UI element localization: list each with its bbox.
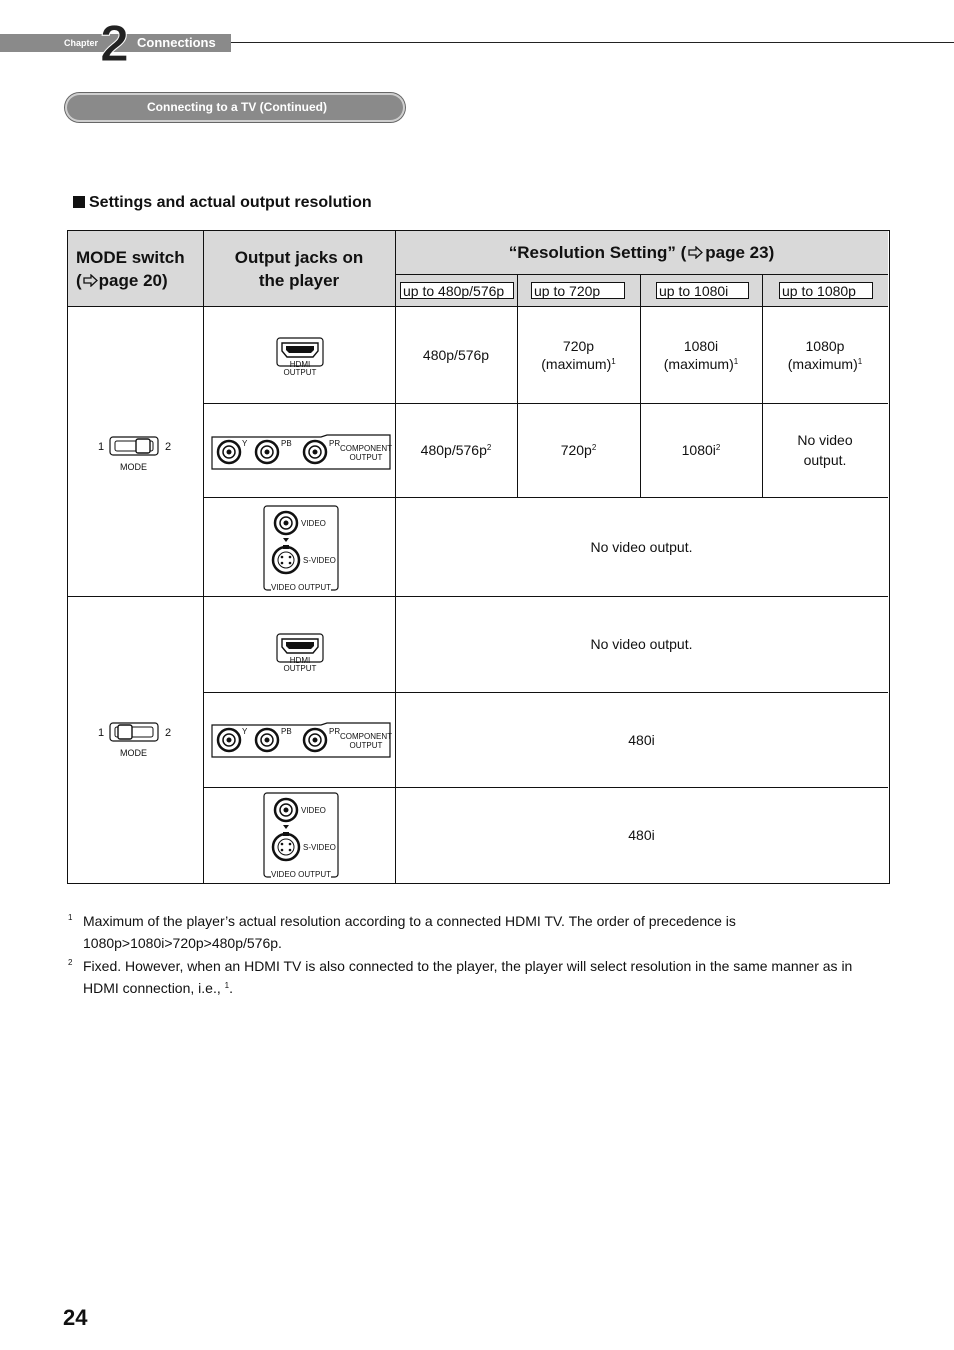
res-option-1080p: up to 1080p — [779, 282, 873, 299]
res-option-1080i: up to 1080i — [656, 282, 749, 299]
header-res-prefix: “Resolution Setting” ( — [508, 243, 687, 262]
resolution-table — [67, 230, 890, 884]
slide-switch-icon — [109, 720, 159, 744]
cell-component-mode2: 480i — [628, 731, 655, 748]
cell-hdmi-720p: 720p (maximum)$^1$ — [541, 337, 616, 372]
mode-right-label: 2 — [165, 727, 172, 739]
section-pill — [65, 93, 405, 122]
header-jacks-line2: the player — [258, 270, 340, 290]
chapter-title: Connections — [137, 35, 216, 50]
hdmi-output-label: OUTPUT — [283, 368, 317, 377]
cell-video-mode1: No video output. — [590, 538, 693, 555]
chapter-number: 2 — [100, 15, 127, 73]
svideo-label: S-VIDEO — [303, 843, 336, 852]
component-label: COMPONENT — [340, 444, 392, 453]
mode-switch-position-1 — [98, 720, 178, 764]
chapter-label: Chapter — [64, 38, 99, 48]
cell-hdmi-mode2: No video output. — [590, 636, 693, 652]
pb-label: PB — [281, 727, 292, 736]
header-resolution-setting — [395, 231, 888, 274]
video-label: VIDEO — [301, 806, 326, 815]
component-output-jack-icon — [211, 434, 391, 471]
res-option-480p: up to 480p/576p — [400, 282, 514, 299]
hdmi-output-jack-icon — [276, 633, 324, 675]
header-mode-switch — [68, 231, 203, 306]
cell-component-480p: $480p/576p^2$ — [420, 442, 492, 458]
component-label: COMPONENT — [340, 732, 392, 741]
video-output-label: VIDEO OUTPUT — [271, 870, 332, 879]
component-output-jack-icon — [211, 722, 391, 759]
video-output-label: VIDEO OUTPUT — [271, 583, 332, 592]
page-ref-arrow-icon — [83, 274, 98, 287]
header-output-jacks — [203, 231, 395, 306]
svideo-label: S-VIDEO — [303, 556, 336, 565]
mode-label: MODE — [120, 462, 147, 472]
cell-video-mode2: 480i — [628, 827, 655, 843]
pb-label: PB — [281, 439, 292, 448]
cell-component-1080i: $1080i^2$ — [681, 442, 721, 458]
footnote-1: 1 Maximum of the player’s actual resolution according to a connected HDMI TV. The order of precedence is 1080p>1080i>720p>480p/576p. — [68, 913, 736, 951]
section-title — [73, 194, 372, 212]
component-output-label: OUTPUT — [349, 453, 383, 462]
header-mode-line1: MODE switch — [76, 247, 185, 267]
mode-label: MODE — [120, 748, 147, 758]
grid-line — [203, 231, 204, 883]
component-output-label: OUTPUT — [349, 741, 383, 750]
cell-hdmi-1080p: 1080p (maximum)$^1$ — [787, 337, 863, 372]
header-mode-line2: ( page 20) — [76, 270, 168, 290]
y-label: Y — [242, 727, 248, 736]
y-label: Y — [242, 439, 248, 448]
header-jacks-line1: Output jacks on — [234, 247, 364, 267]
mode-right-label: 2 — [165, 441, 172, 453]
cell-component-1080p: No video output. — [797, 432, 853, 468]
hdmi-output-label: OUTPUT — [283, 664, 317, 673]
mode-left-label: 1 — [98, 441, 105, 453]
res-option-720p: up to 720p — [531, 282, 625, 299]
hdmi-label: HDMI — [289, 656, 311, 665]
video-output-jack-icon — [263, 792, 339, 880]
header-res-suffix: page 23) — [705, 243, 775, 262]
bullet-square-icon — [73, 196, 85, 208]
video-label: VIDEO — [301, 519, 326, 528]
hdmi-output-jack-icon — [276, 337, 324, 379]
cell-hdmi-480p: 480p/576p — [422, 346, 490, 363]
section-pill-label: Connecting to a TV (Continued) — [147, 100, 327, 114]
mode-left-label: 1 — [98, 727, 105, 739]
mode-switch-position-2 — [98, 434, 178, 478]
slide-switch-icon — [109, 434, 159, 458]
section-title-text: Settings and actual output resolution — [89, 194, 372, 211]
grid-line — [395, 274, 888, 275]
footnote-2: 2 Fixed. However, when an HDMI TV is also connected to the player, the player will select resolution in the same manner as in HDMI connection, i.e., $^1$. — [68, 958, 853, 996]
hdmi-label: HDMI — [289, 360, 311, 369]
cell-component-720p: $720p^2$ — [560, 442, 597, 458]
pr-label: PR — [329, 439, 341, 448]
video-output-jack-icon — [263, 505, 339, 593]
footnotes — [68, 910, 868, 1000]
page-number: 24 — [63, 1305, 88, 1330]
pr-label: PR — [329, 727, 341, 736]
page-ref-arrow-icon — [688, 246, 703, 259]
cell-hdmi-1080i: 1080i (maximum)$^1$ — [663, 337, 739, 372]
